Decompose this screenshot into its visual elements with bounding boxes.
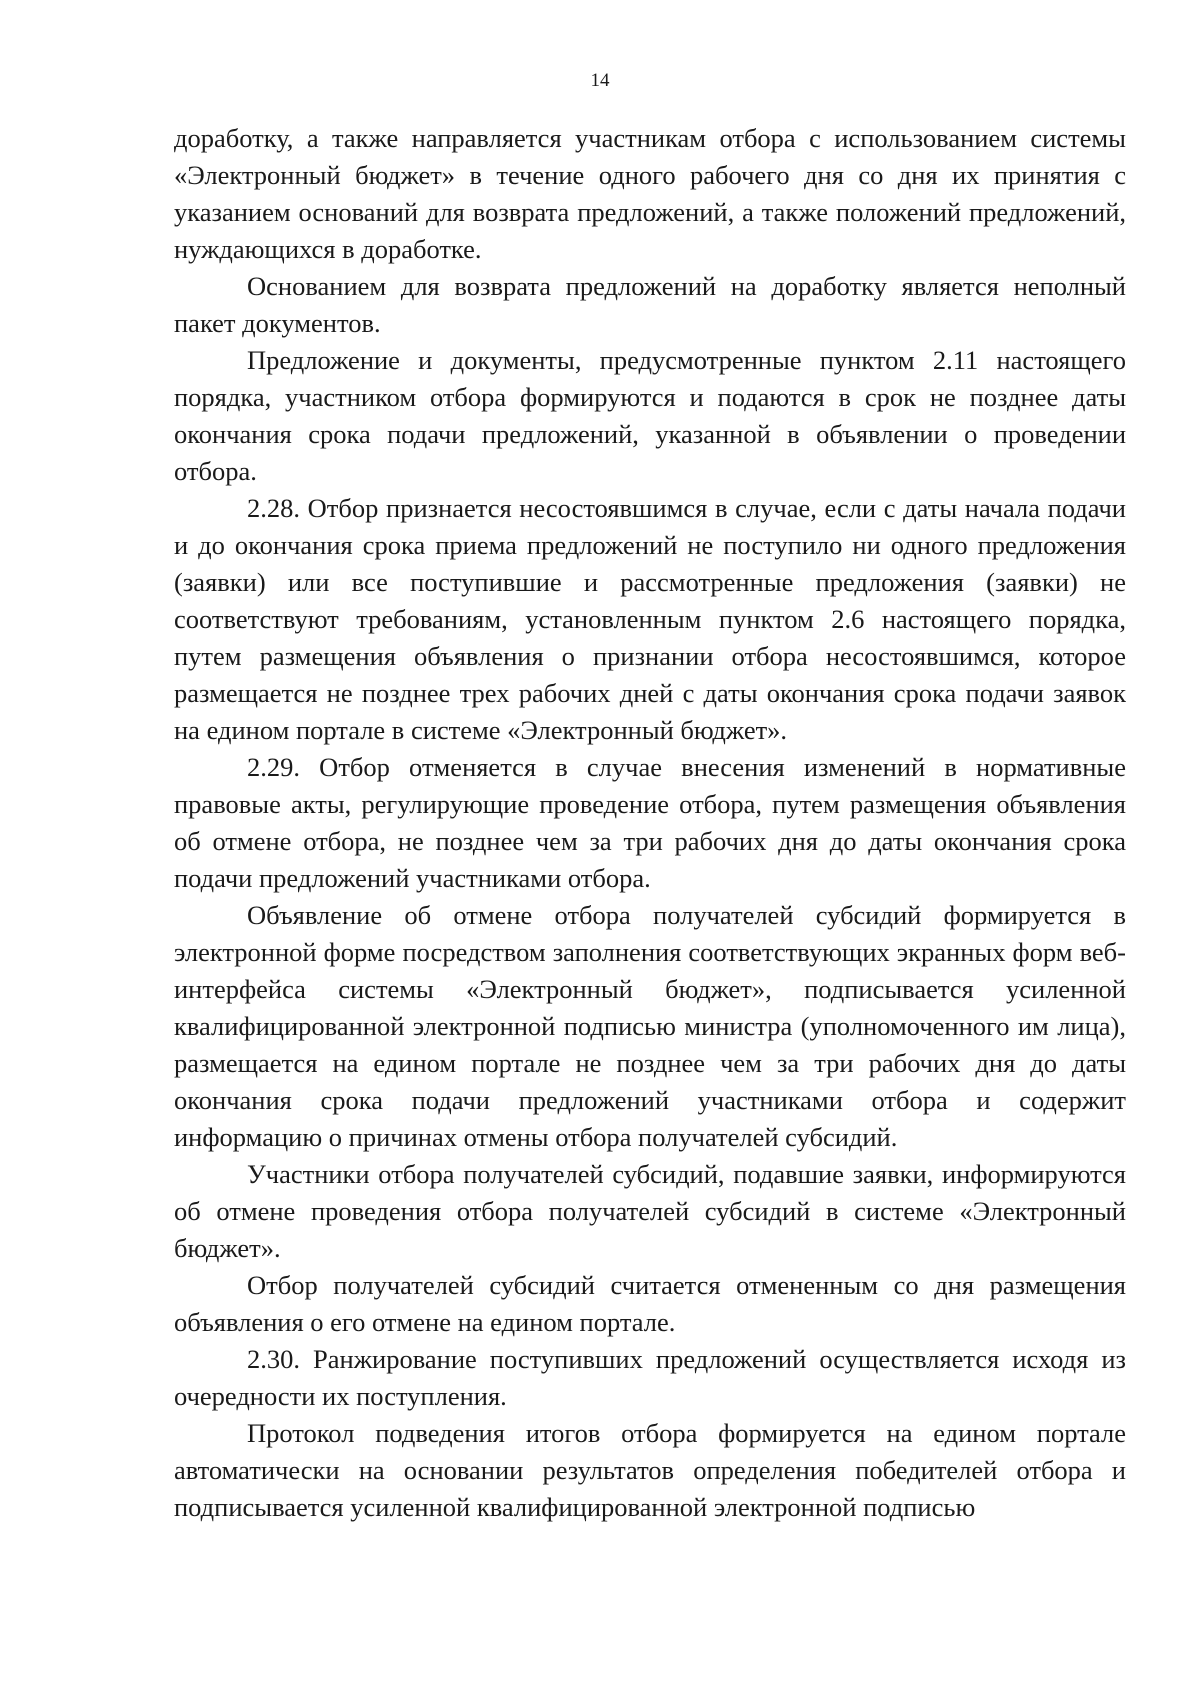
page-number: 14 [590,70,610,91]
paragraph: Участники отбора получателей субсидий, подавшие заявки, информируются об отмене проведения отбора получателей субсидий в системе «Электронный бюджет». [174,1159,1126,1263]
paragraph-clause-2-29: 2.29. Отбор отменяется в случае внесения изменений в нормативные правовые акты, регулирующие проведение отбора, путем размещения объявления об отмене отбора, не позднее чем за три рабочих дня до даты окончания срока подачи предложений участниками отбора. [174,752,1126,893]
paragraph: Объявление об отмене отбора получателей субсидий формируется в электронной форме посредством заполнения соответствующих экранных форм веб-интерфейса системы «Электронный бюджет», подписывается усиленной квалифицированной электронной подписью министра (уполномоченного им лица), размещается на едином портале не позднее чем за три рабочих дня до даты окончания срока подачи предложений участниками отбора и содержит информацию о причинах отмены отбора получателей субсидий. [174,900,1126,1152]
paragraph-continuation: доработку, а также направляется участникам отбора с использованием системы «Электронный бюджет» в течение одного рабочего дня со дня их принятия с указанием оснований для возврата предложений, а также положений предложений, нуждающихся в доработке. [174,123,1126,264]
paragraph: Основанием для возврата предложений на доработку является неполный пакет документов. [174,271,1126,338]
paragraph: Отбор получателей субсидий считается отмененным со дня размещения объявления о его отмене на едином портале. [174,1270,1126,1337]
paragraph-clause-2-28: 2.28. Отбор признается несостоявшимся в случае, если с даты начала подачи и до окончания срока приема предложений не поступило ни одного предложения (заявки) или все поступившие и рассмотренные предложения (заявки) не соответствуют требованиям, установленным пунктом 2.6 настоящего порядка, путем размещения объявления о признании отбора несостоявшимся, которое размещается не позднее трех рабочих дней с даты окончания срока подачи заявок на едином портале в системе «Электронный бюджет». [174,493,1126,745]
paragraph-clause-2-30: 2.30. Ранжирование поступивших предложений осуществляется исходя из очередности их поступления. [174,1344,1126,1411]
document-body [174,120,1126,1526]
paragraph: Протокол подведения итогов отбора формируется на едином портале автоматически на основании результатов определения победителей отбора и подписывается усиленной квалифицированной электронной подписью [174,1418,1126,1522]
paragraph: Предложение и документы, предусмотренные пунктом 2.11 настоящего порядка, участником отбора формируются и подаются в срок не позднее даты окончания срока подачи предложений, указанной в объявлении о проведении отбора. [174,345,1126,486]
